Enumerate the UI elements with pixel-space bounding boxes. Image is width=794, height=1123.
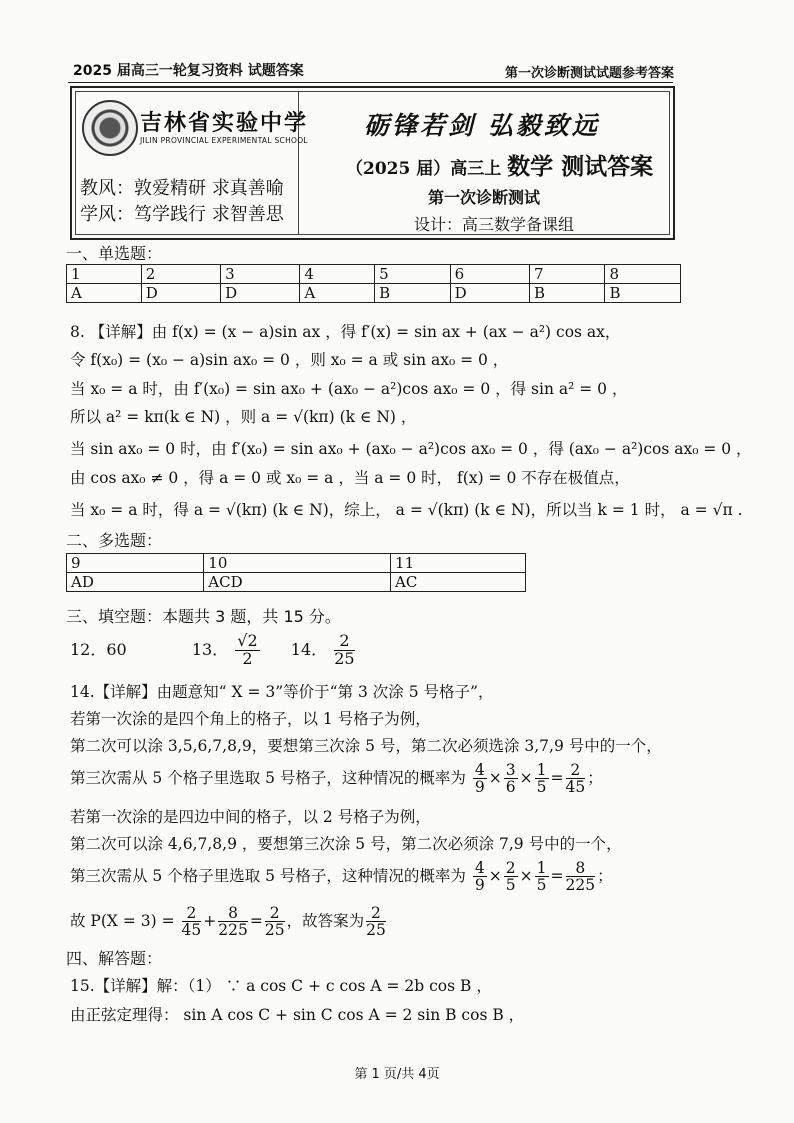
fraction-denominator: 25 — [334, 648, 355, 668]
fraction-numerator: √2 — [237, 631, 258, 650]
fraction — [535, 860, 549, 894]
table-cell: A — [300, 284, 375, 303]
probability-text: 第三次需从 5 个格子里选取 5 号格子，这种情况的概率为 — [70, 866, 466, 885]
banner-frame — [75, 91, 670, 235]
table-row — [67, 573, 526, 592]
table-cell: B — [375, 284, 451, 303]
fraction — [218, 905, 248, 939]
doc-title — [346, 148, 653, 181]
fill-answers — [70, 633, 357, 668]
table-cell: 7 — [529, 265, 605, 284]
title-prefix: （2025 届）高三上 — [346, 159, 502, 179]
q8-line-4: 所以 a² = kπ(k ∈ N) ，则 a = √(kπ) (k ∈ N) ， — [70, 408, 417, 426]
fraction — [566, 762, 586, 796]
table-cell: A — [67, 284, 142, 303]
header-right: 第一次诊断测试试题参考答案 — [504, 66, 674, 81]
fraction-denominator: 45 — [565, 778, 586, 797]
fraction-denominator: 5 — [505, 876, 516, 895]
table-cell: 6 — [450, 265, 529, 284]
table-cell: AC — [391, 573, 526, 592]
fraction-denominator: 225 — [565, 876, 596, 895]
fraction-numerator: 8 — [566, 860, 596, 877]
fraction-numerator: 2 — [366, 905, 386, 922]
q14-line-3: 第二次可以涂 3,5,6,7,8,9，要想第三次涂 5 号，第二次必须选涂 3,7,9 号中的一个， — [70, 737, 662, 755]
teaching-motto: 教风：敦爱精研 求真善喻 — [80, 178, 284, 199]
fraction-numerator: 2 — [334, 633, 354, 651]
fraction-denominator: 5 — [536, 778, 547, 797]
fraction — [182, 905, 202, 939]
fraction — [504, 762, 518, 796]
fraction-denominator: 6 — [505, 778, 516, 797]
fraction — [473, 860, 487, 894]
q15-line-1: 15.【详解】解：（1） ∵ a cos C + c cos A = 2b cos B ， — [70, 977, 492, 995]
header-rule — [68, 82, 673, 83]
q8-line-7: 当 x₀ = a 时，得 a = √(kπ) (k ∈ N)，综上， a = √(kπ) (k ∈ N)，所以当 k = 1 时， a = √π . — [70, 501, 743, 519]
fraction-denominator: 25 — [366, 921, 386, 940]
header-left: 2025 届高三一轮复习资料 试题答案 — [73, 63, 304, 79]
banner — [70, 86, 675, 240]
page-number: 第 1 页/共 4页 — [354, 1067, 440, 1082]
answer-text: ，故答案为 — [286, 911, 365, 930]
fraction-denominator: 2 — [242, 648, 253, 668]
table-cell: B — [529, 284, 605, 303]
q14-fraction — [334, 633, 354, 668]
title-main: 数学 测试答案 — [507, 154, 654, 180]
table-cell: 10 — [204, 554, 391, 573]
table-cell: B — [605, 284, 681, 303]
fraction-denominator: 9 — [474, 876, 485, 895]
fraction-denominator: 225 — [218, 921, 248, 940]
q14-label: 14． — [290, 639, 328, 659]
fraction-numerator: 4 — [474, 761, 485, 779]
learning-motto: 学风：笃学践行 求智善思 — [80, 204, 284, 225]
table-cell: 9 — [67, 554, 204, 573]
fraction-denominator: 25 — [264, 921, 285, 940]
fraction-denominator: 45 — [181, 921, 202, 940]
q14-line-8: 故 P(X = 3) = $\frac{2}{45}$ + $\frac{8}{225}$ = $\frac{2}{25}$ ，故答案为 $\frac{2}{25}$ — [70, 904, 386, 940]
q8-line-5: 当 sin ax₀ = 0 时，由 f′(x₀) = sin ax₀ + (ax₀ − a²)cos ax₀ = 0 ，得 (ax₀ − a²)cos ax₀ = 0 ， — [70, 440, 752, 458]
fraction — [265, 905, 285, 939]
q14-line-7: 第三次需从 5 个格子里选取 5 号格子，这种情况的概率为 $\frac{4}{9}$ × $\frac{2}{5}$ × $\frac{1}{5}$ = $\frac{8}{225}$ ； — [70, 859, 613, 895]
fraction — [535, 762, 549, 796]
table-cell: ACD — [204, 573, 391, 592]
q14-line-5: 若第一次涂的是四边中间的格子，以 2 号格子为例， — [70, 808, 431, 826]
school-name-cn: 吉林省实验中学 — [140, 110, 309, 136]
fraction-numerator: 1 — [536, 859, 547, 877]
school-name-en: JILIN PROVINCIAL EXPERIMENTAL SCHOOL — [140, 136, 308, 145]
fraction-numerator: 1 — [536, 761, 547, 779]
table-cell: 11 — [391, 554, 526, 573]
doc-subtitle: 第一次诊断测试 — [428, 188, 541, 207]
q14-line-6: 第二次可以涂 4,6,7,8,9 ，要想第三次涂 5 号，第二次必须涂 7,9 号中的一个， — [70, 835, 622, 853]
fraction-numerator: 2 — [265, 905, 285, 922]
q12-answer: 12．60 — [70, 639, 127, 659]
probability-result-text: 故 P(X = 3) = — [70, 911, 175, 930]
section-fill-in: 三、填空题：本题共 3 题，共 15 分。 — [66, 607, 341, 626]
fraction-numerator: 2 — [505, 859, 516, 877]
table-cell: D — [141, 284, 220, 303]
q14-line-1: 14.【详解】由题意知“ X = 3”等价于“第 3 次涂 5 号格子”， — [70, 683, 494, 701]
table-cell: 8 — [605, 265, 681, 284]
probability-text: 第三次需从 5 个格子里选取 5 号格子，这种情况的概率为 — [70, 768, 466, 787]
table-cell: 1 — [67, 265, 142, 284]
fraction — [366, 905, 386, 939]
section-solutions: 四、解答题： — [66, 949, 163, 968]
fraction — [504, 860, 518, 894]
single-choice-table — [66, 264, 681, 303]
table-cell: AD — [67, 573, 204, 592]
q8-line-2: 令 f(x₀) = (x₀ − a)sin ax₀ = 0 ，则 x₀ = a 或 sin ax₀ = 0 ， — [70, 351, 509, 369]
table-cell: 3 — [221, 265, 300, 284]
designer-credit: 设计：高三数学备课组 — [414, 215, 575, 234]
q14-line-4: 第三次需从 5 个格子里选取 5 号格子，这种情况的概率为 $\frac{4}{9}$ × $\frac{3}{6}$ × $\frac{1}{5}$ = $\frac{2}{45}$ ； — [70, 761, 603, 797]
table-cell: 5 — [375, 265, 451, 284]
fraction — [566, 860, 596, 894]
table-cell: 4 — [300, 265, 375, 284]
q13-label: 13． — [191, 639, 229, 659]
fraction-denominator: 9 — [474, 778, 485, 797]
q14-line-2: 若第一次涂的是四个角上的格子，以 1 号格子为例， — [70, 710, 431, 728]
fraction — [473, 762, 487, 796]
school-emblem-icon — [82, 100, 138, 156]
table-cell: D — [221, 284, 300, 303]
q15-line-2: 由正弦定理得： sin A cos C + sin C cos A = 2 sin B cos B ， — [70, 1006, 525, 1024]
slogan: 砺锋若剑 弘毅致远 — [364, 111, 600, 140]
q8-line-3: 当 x₀ = a 时，由 f′(x₀) = sin ax₀ + (ax₀ − a²)cos ax₀ = 0 ，得 sin a² = 0 ， — [70, 380, 628, 398]
fraction-numerator: 8 — [218, 905, 248, 922]
section-single-choice: 一、单选题： — [66, 244, 163, 263]
q13-fraction — [235, 633, 259, 668]
table-cell: 2 — [141, 265, 220, 284]
table-cell: D — [450, 284, 529, 303]
q8-line-1: 8. 【详解】由 f(x) = (x − a)sin ax ，得 f′(x) = sin ax + (ax − a²) cos ax， — [70, 323, 621, 341]
multi-choice-table — [66, 553, 526, 592]
q8-line-6: 由 cos ax₀ ≠ 0 ，得 a = 0 或 x₀ = a ，当 a = 0 时， f(x) = 0 不存在极值点， — [70, 469, 630, 487]
table-row — [67, 554, 526, 573]
section-multi-choice: 二、多选题： — [66, 531, 163, 550]
fraction-numerator: 4 — [474, 859, 485, 877]
table-row — [67, 284, 681, 303]
fraction-numerator: 2 — [566, 762, 586, 779]
fraction-numerator: 2 — [182, 905, 202, 922]
fraction-denominator: 5 — [536, 876, 547, 895]
table-row — [67, 265, 681, 284]
fraction-numerator: 3 — [505, 761, 516, 779]
